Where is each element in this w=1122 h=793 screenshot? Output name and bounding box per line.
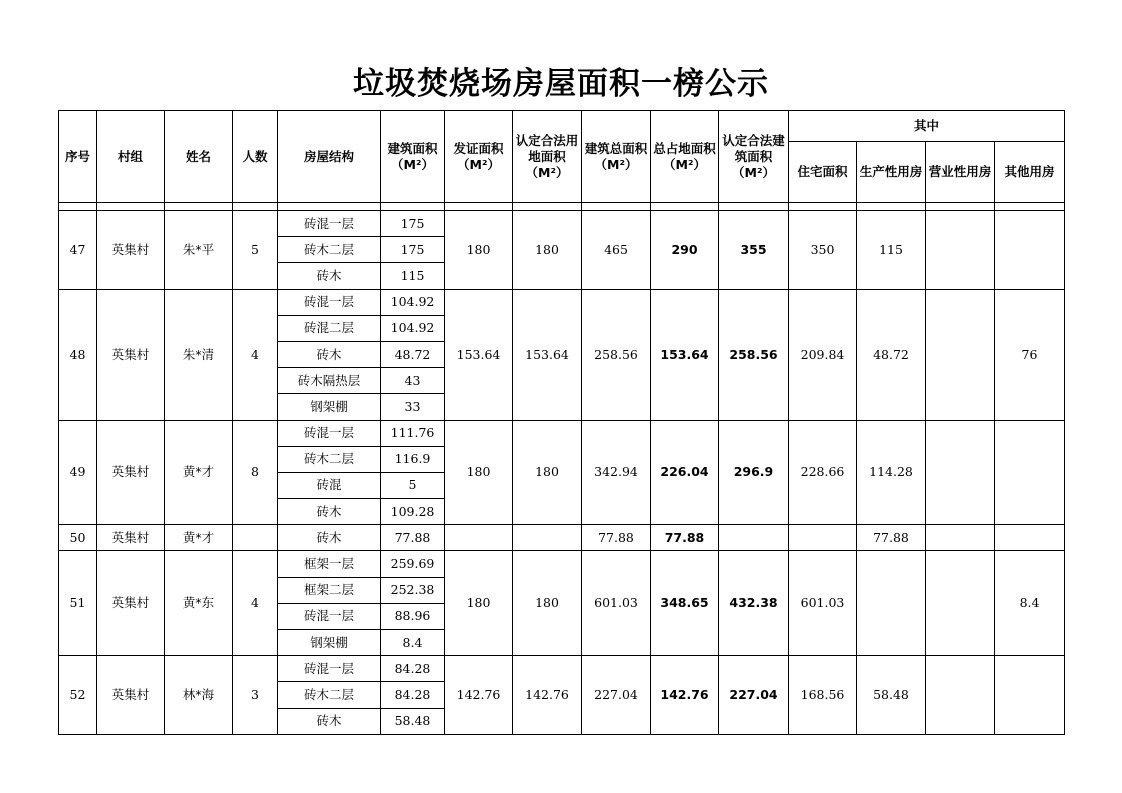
- header-cert-area: 发证面积（M²）: [445, 111, 513, 203]
- cell-name: 黄*才: [165, 525, 233, 551]
- cell-structure-area: 77.88: [381, 525, 445, 551]
- cell-structure-type: 砖木二层: [278, 237, 381, 263]
- cell-structure-area: 175: [381, 237, 445, 263]
- cell-legal-build: 227.04: [719, 656, 789, 735]
- cell-seq: 52: [59, 656, 97, 735]
- header-business: 营业性用房: [926, 142, 995, 203]
- cell-total-build: 258.56: [582, 289, 651, 420]
- cell-total-land: 142.76: [651, 656, 719, 735]
- cell-structure-type: 砖木: [278, 525, 381, 551]
- cell-structure-area: 175: [381, 211, 445, 237]
- header-structure: 房屋结构: [278, 111, 381, 203]
- table-body: [59, 211, 1065, 735]
- cell-structure-area: 5: [381, 472, 445, 498]
- cell-total-build: 227.04: [582, 656, 651, 735]
- table-row: [59, 211, 1065, 237]
- cell-structure-type: 砖混二层: [278, 315, 381, 341]
- cell-other: [995, 656, 1065, 735]
- cell-structure-area: 33: [381, 394, 445, 420]
- cell-residential: 228.66: [789, 420, 857, 525]
- cell-legal-build: 258.56: [719, 289, 789, 420]
- cell-structure-area: 109.28: [381, 499, 445, 525]
- cell-cert-area: [445, 525, 513, 551]
- cell-structure-area: 43: [381, 368, 445, 394]
- cell-seq: 47: [59, 211, 97, 290]
- cell-other: [995, 211, 1065, 290]
- table-row: [59, 420, 1065, 446]
- cell-cert-area: 153.64: [445, 289, 513, 420]
- cell-total-land: 226.04: [651, 420, 719, 525]
- cell-other: 8.4: [995, 551, 1065, 656]
- cell-people: 8: [233, 420, 278, 525]
- cell-structure-type: 砖木: [278, 263, 381, 289]
- cell-structure-area: 84.28: [381, 682, 445, 708]
- header-production: 生产性用房: [857, 142, 926, 203]
- cell-village: 英集村: [97, 289, 165, 420]
- cell-structure-type: 框架二层: [278, 577, 381, 603]
- cell-cert-area: 142.76: [445, 656, 513, 735]
- cell-cert-area: 180: [445, 420, 513, 525]
- cell-name: 黄*东: [165, 551, 233, 656]
- header-total-land: 总占地面积（M²）: [651, 111, 719, 203]
- cell-legal-land: [513, 525, 582, 551]
- cell-structure-area: 116.9: [381, 446, 445, 472]
- cell-people: 4: [233, 551, 278, 656]
- header-build-area: 建筑面积（M²）: [381, 111, 445, 203]
- cell-seq: 51: [59, 551, 97, 656]
- cell-structure-area: 111.76: [381, 420, 445, 446]
- cell-structure-area: 104.92: [381, 315, 445, 341]
- cell-residential: [789, 525, 857, 551]
- header-spacer: [59, 203, 1065, 211]
- header-people: 人数: [233, 111, 278, 203]
- cell-production: 77.88: [857, 525, 926, 551]
- cell-name: 朱*平: [165, 211, 233, 290]
- cell-structure-type: 钢架棚: [278, 394, 381, 420]
- header-legal-land: 认定合法用地面积（M²）: [513, 111, 582, 203]
- cell-name: 朱*清: [165, 289, 233, 420]
- cell-structure-type: 砖混一层: [278, 211, 381, 237]
- cell-people: 5: [233, 211, 278, 290]
- cell-structure-area: 104.92: [381, 289, 445, 315]
- cell-cert-area: 180: [445, 551, 513, 656]
- cell-structure-type: 砖木二层: [278, 446, 381, 472]
- cell-people: 4: [233, 289, 278, 420]
- cell-total-build: 601.03: [582, 551, 651, 656]
- cell-production: 115: [857, 211, 926, 290]
- header-seq: 序号: [59, 111, 97, 203]
- cell-other: [995, 420, 1065, 525]
- header-village: 村组: [97, 111, 165, 203]
- cell-legal-build: 296.9: [719, 420, 789, 525]
- header-name: 姓名: [165, 111, 233, 203]
- cell-name: 黄*才: [165, 420, 233, 525]
- table-header: [59, 111, 1065, 211]
- area-table: [58, 110, 1065, 735]
- cell-legal-build: [719, 525, 789, 551]
- table-row: [59, 551, 1065, 577]
- cell-total-land: 77.88: [651, 525, 719, 551]
- cell-total-land: 290: [651, 211, 719, 290]
- cell-structure-area: 252.38: [381, 577, 445, 603]
- cell-people: [233, 525, 278, 551]
- cell-village: 英集村: [97, 420, 165, 525]
- cell-structure-type: 砖混一层: [278, 289, 381, 315]
- cell-structure-type: 框架一层: [278, 551, 381, 577]
- cell-production: 48.72: [857, 289, 926, 420]
- cell-business: [926, 656, 995, 735]
- cell-total-land: 348.65: [651, 551, 719, 656]
- cell-structure-type: 砖木二层: [278, 682, 381, 708]
- table-row: [59, 289, 1065, 315]
- cell-legal-build: 355: [719, 211, 789, 290]
- cell-legal-land: 180: [513, 211, 582, 290]
- header-of-which: 其中: [789, 111, 1065, 142]
- cell-structure-type: 砖木: [278, 708, 381, 734]
- cell-seq: 49: [59, 420, 97, 525]
- header-residential: 住宅面积: [789, 142, 857, 203]
- cell-legal-land: 180: [513, 420, 582, 525]
- cell-structure-type: 砖木: [278, 499, 381, 525]
- header-total-build: 建筑总面积（M²）: [582, 111, 651, 203]
- cell-production: [857, 551, 926, 656]
- cell-legal-land: 153.64: [513, 289, 582, 420]
- cell-total-build: 465: [582, 211, 651, 290]
- cell-structure-type: 砖混一层: [278, 603, 381, 629]
- cell-structure-type: 砖混一层: [278, 420, 381, 446]
- cell-structure-type: 砖木: [278, 341, 381, 367]
- cell-legal-land: 180: [513, 551, 582, 656]
- cell-business: [926, 289, 995, 420]
- cell-structure-area: 48.72: [381, 341, 445, 367]
- cell-village: 英集村: [97, 656, 165, 735]
- cell-seq: 48: [59, 289, 97, 420]
- cell-structure-type: 砖混: [278, 472, 381, 498]
- cell-seq: 50: [59, 525, 97, 551]
- cell-other: [995, 525, 1065, 551]
- page-title: 垃圾焚烧场房屋面积一榜公示: [353, 66, 769, 102]
- cell-business: [926, 211, 995, 290]
- cell-structure-area: 84.28: [381, 656, 445, 682]
- cell-structure-type: 钢架棚: [278, 630, 381, 656]
- cell-residential: 168.56: [789, 656, 857, 735]
- cell-total-land: 153.64: [651, 289, 719, 420]
- cell-other: 76: [995, 289, 1065, 420]
- cell-business: [926, 551, 995, 656]
- header-legal-build: 认定合法建筑面积（M²）: [719, 111, 789, 203]
- cell-structure-area: 259.69: [381, 551, 445, 577]
- cell-structure-area: 115: [381, 263, 445, 289]
- cell-production: 114.28: [857, 420, 926, 525]
- header-other: 其他用房: [995, 142, 1065, 203]
- cell-business: [926, 525, 995, 551]
- cell-name: 林*海: [165, 656, 233, 735]
- cell-village: 英集村: [97, 211, 165, 290]
- table-row: [59, 525, 1065, 551]
- cell-residential: 601.03: [789, 551, 857, 656]
- cell-structure-area: 58.48: [381, 708, 445, 734]
- cell-structure-type: 砖木隔热层: [278, 368, 381, 394]
- cell-total-build: 77.88: [582, 525, 651, 551]
- cell-residential: 350: [789, 211, 857, 290]
- cell-residential: 209.84: [789, 289, 857, 420]
- table-row: [59, 656, 1065, 682]
- cell-structure-area: 88.96: [381, 603, 445, 629]
- cell-cert-area: 180: [445, 211, 513, 290]
- cell-village: 英集村: [97, 551, 165, 656]
- cell-people: 3: [233, 656, 278, 735]
- cell-production: 58.48: [857, 656, 926, 735]
- cell-structure-type: 砖混一层: [278, 656, 381, 682]
- cell-village: 英集村: [97, 525, 165, 551]
- cell-total-build: 342.94: [582, 420, 651, 525]
- cell-legal-land: 142.76: [513, 656, 582, 735]
- cell-legal-build: 432.38: [719, 551, 789, 656]
- cell-business: [926, 420, 995, 525]
- cell-structure-area: 8.4: [381, 630, 445, 656]
